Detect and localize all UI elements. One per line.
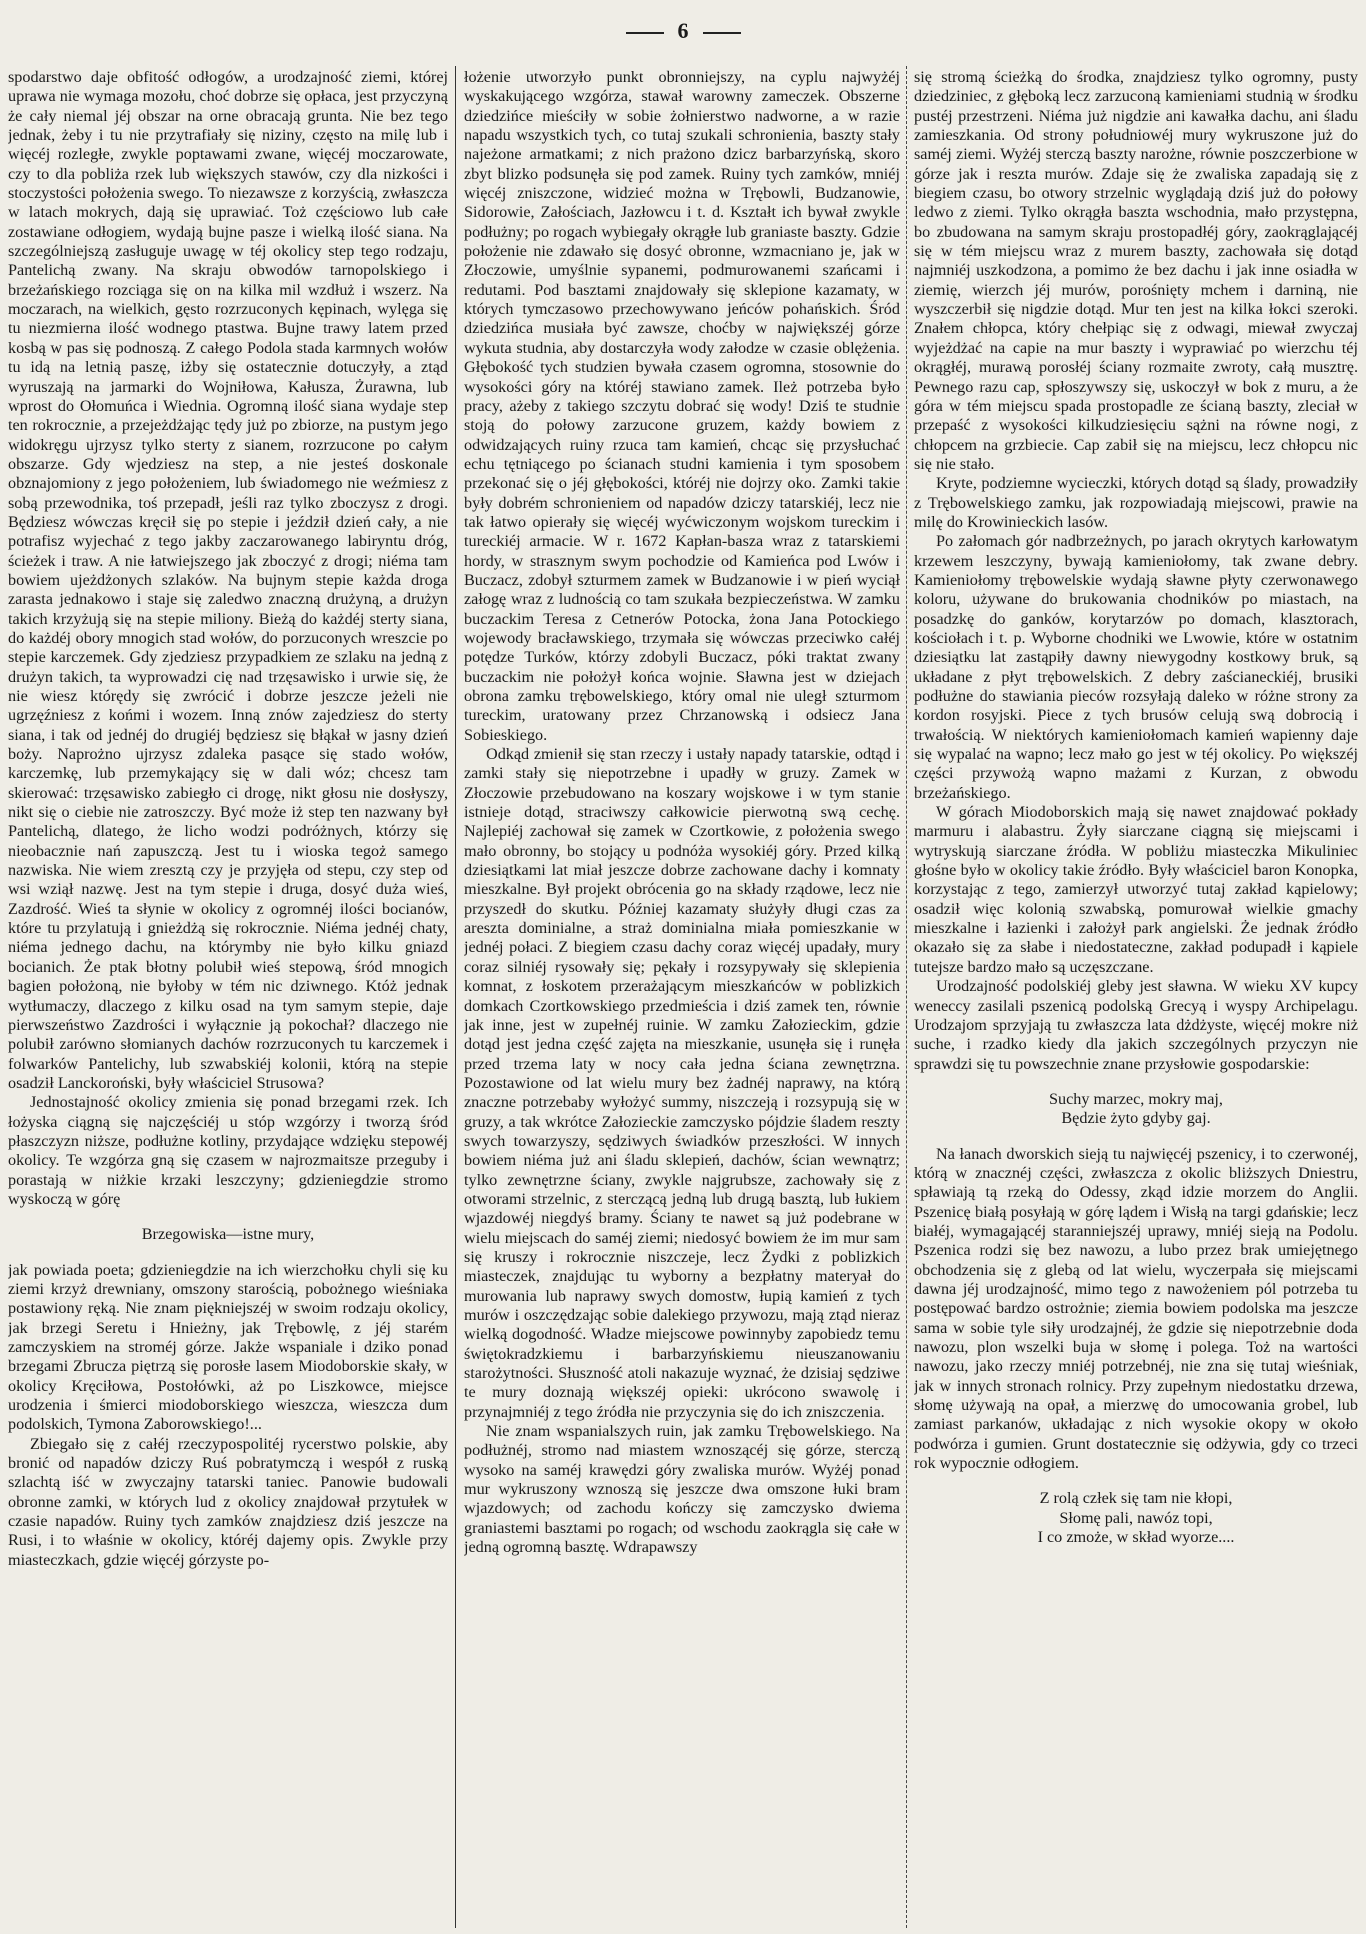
page-number: 6 xyxy=(677,18,689,43)
proverb xyxy=(914,1090,1358,1129)
paragraph: spodarstwo daje obfitość odłogów, a urodzajność ziemi, której uprawa nie wymaga mozołu, choć dobrze się opłaca, jest przyczyną że cały niemal jéj obszar na orne obracają grunta. Nie bez tego jednak, żeby i tu nie przytrafiały się niziny, często na milę lub i więcéj rozległe, zwykle poptawami zwane, więcéj moczarowate, czy to dla pobliża rzek lub większych stawów, czy dla nizkości i stoczystości położenia swego. To niezawsze z korzyścią, zwłaszcza w latach mokrych, dają się uprawiać. Toż częściowo lub całe zostawiane odłogiem, wydają bujne pasze i wielką ilość siana. Na szczególniejszą zasługuje uwagę w téj okolicy step tego rodzaju, Pantelichą zwany. Na skraju obwodów tarnopolskiego i brzeżańskiego rozciąga się on na kilka mil wzdłuż i wszerz. Na moczarach, na wielkich, gęsto rozrzuconych kępinach, wylęga się tu niezmierna ilość wodnego ptastwa. Bujne trawy latem przed kosbą w pas się podnoszą. Z całego Podola stada karmnych wołów tu idą na letnią paszę, iżby się ostatecznie dotuczyły, a ztąd wyruszają na jarmarki do Wojniłowa, Kałusza, Żurawna, lub wprost do Ołomuńca i Wiednia. Ogromną ilość siana wydaje step ten rokrocznie, a przejeżdżając tędy już po zbiorze, na pustym jego widokręgu ujrzysz tylko sterty z sianem, rozrzucone po całym obszarze. Gdy wjedziesz na step, a nie jesteś doskonale obznajomiony z jego położeniem, lub świadomego nie weźmiesz z sobą przewodnika, toś przepadł, jeśli raz tylko zboczysz z drogi. Będziesz wówczas kręcił się po stepie i jeździł dzień cały, a nie potrafisz wyjechać z tego jakby zaczarowanego labiryntu dróg, ścieżek i traw. A nie łatwiejszego jak zboczyć z drogi; niéma tam bowiem ujeżdżonych szlaków. Na bujnym stepie każda droga zarasta jednakowo i staje się zaledwo znaczną drużyną, a drużyn takich krzyżują się na stepie miliony. Bieżą do każdéj sterty siana, do każdéj obory mnogich stad wołów, do porzuconych wreszcie po stepie karczemek. Gdy zjedziesz przypadkiem ze szlaku na jedną z drużyn takich, ta wyprowadzi cię nad trzęsawisko i urwie się, że nie wiesz którędy się zwrócić i dobrze jeszcze jeżeli nie ugrzęźniesz z końmi i wozem. Inną znów zajedziesz do sterty siana, i tak od jednéj do drugiéj będziesz się błąkał w jasny dzień boży. Naprożno ujrzysz zdaleka pasące się stado wołów, karczemkę, lub przemykający się w dali wóz; chcesz tam skierować: trzęsawisko zabiegło ci drogę, nikt głosu nie dosłyszy, nikt się o ciebie nie zatroszczy. Być może iż step ten nazwany był Pantelichą, dlatego, że licho wodzi podróżnych, którzy się nieobacznie nań zapuszczą. Jest tu i wioska tegoż samego nazwiska. Nie wiem zresztą czy je przyjęła od stepu, czy step od wsi wziął nazwę. Jest na tym stepie i druga, dosyć duża wieś, Zazdrość. Wieś ta słynie w okolicy z ogromnéj ilości bocianów, które tu przylatują i gnieżdżą się rokrocznie. Niéma jednéj chaty, niéma jednego dachu, na którymby nie było kilku gniazd bocianich. Że ptak błotny polubił wieś stepową, śród mnogich bagien położoną, nie byłoby w tém nic dziwnego. Któż jednak wytłumaczy, dlaczego z kilku osad na tym samym stepie, daje pierwszeństwo Zazdrości i wyłącznie ją pokochał? dlaczego nie polubił zarówno słomianych dachów rozrzuconych tu karczemek i folwarków Pantelichy, lub szwabskiéj kolonii, którą na stepie osadził Lanckoroński, były właściciel Strusowa? xyxy=(8,68,448,1092)
paragraph: Kryte, podziemne wycieczki, których dotąd są ślady, prowadziły z Trębowelskiego zamku, jak rozpowiadają miejscowi, prawie na milę do Krowinieckich lasów. xyxy=(914,474,1358,531)
paragraph: Po załomach gór nadbrzeżnych, po jarach okrytych karłowatym krzewem leszczyny, bywają kamieniołomy, tak zwane debry. Kamieniołomy trębowelskie wydają sławne płyty czerwonawego koloru, używane do brukowania chodników po miastach, na posadzkę do ganków, korytarzów po domach, klasztorach, kościołach i t. p. Wyborne chodniki we Lwowie, które w ostatnim dziesiątku lat zastąpiły dawny niewygodny kostkowy bruk, są układane z płyt trębowelskich. Z debry zaścianeckiéj, brusiki podłużne do stawiania pieców rozsyłają daleko w różne strony za kordon rosyjski. Piece z tych brusów celują swą dobrocią i trwałością. W niektórych kamieniołomach kamień wapienny daje się wypalać na wapno; lecz mało go jest w téj okolicy. Po większéj części przywożą wapno mażami z Kurzan, z obwodu brzeżańskiego. xyxy=(914,532,1358,802)
quotation: Brzegowiska—istne mury, xyxy=(141,1225,315,1244)
column-divider xyxy=(455,66,456,1928)
header-dash-right xyxy=(703,32,741,34)
paragraph: W górach Miodoborskich mają się nawet znajdować pokłady marmuru i alabastru. Żyły siarczane ciągną się miejscami i wytryskują siarczane źródła. W pobliżu miasteczka Mikuliniec głośne było w okolicy takie źródło. Były właściciel baron Konopka, korzystając z tego, zamierzył utworzyć tutaj zakład kąpielowy; osadził więc kolonią szwabską, pomurował wielkie gmachy mieszkalne i łazienki i założył park angielski. Że jednak źródło okazało się za słabe i niedostateczne, zakład podupadł i kąpiele tutejsze bardzo mało są uczęszczane. xyxy=(914,803,1358,976)
paragraph: Urodzajność podolskiéj gleby jest sławna. W wieku XV kupcy weneccy zasilali pszenicą podolską Grecyą i wyspy Archipelagu. Urodzajom sprzyjają tu zwłaszcza lata dżdżyste, więcéj mokre niż suche, i rzadko kiedy dla jakich szczególnych przyczyn nie sprawdzi się tu powszechnie znane przysłowie gospodarskie: xyxy=(914,977,1358,1073)
paragraph: się stromą ścieżką do środka, znajdziesz tylko ogromny, pusty dziedziniec, z głęboką lecz zarzuconą kamieniami studnią w środku pustéj przestrzeni. Niéma już nigdzie ani kawałka dachu, ani śladu zamieszkania. Od strony południowéj mury wykruszone już do saméj ziemi. Wyżéj sterczą baszty narożne, równie poszczerbione w górze jak i reszta murów. Zdaje się że zwaliska zapadają się z biegiem czasu, bo otwory strzelnic wyglądają dziś już do połowy ledwo z ziemi. Tylko okrągła baszta wschodnia, mało przystępna, bo zbudowana na samym skraju prostopadłéj góry, zaokrąglającéj się w tém miejscu wraz z murem baszty, zachowała się dotąd najmniéj uszkodzona, a pomimo że bez dachu i jak inne osiadła w ziemię, wierzch jéj murów, porośnięty mchem i darniną, nie wyszczerbił się nigdzie dotąd. Mur ten jest na kilka łokci szeroki. Znałem chłopca, który chełpiąc się z odwagi, miewał zwyczaj wyjeżdżać na capie na mur baszty i wyprawiać po wierzchu téj okrągłéj, murawą porosłéj ściany rozmaite zwroty, całą musztrę. Pewnego razu cap, spłoszywszy się, uskoczył w bok z muru, a że góra w tém miejscu spada prostopadle ze ścianą baszty, zleciał w przepaść z wysokości kilkudziesięciu sążni na równe nogi, z chłopcem na grzbiecie. Cap zabił się na miejscu, lecz chłopcu nic się nie stało. xyxy=(914,68,1358,473)
paragraph: jak powiada poeta; gdzieniegdzie na ich wierzchołku chyli się ku ziemi krzyż drewniany, omszony starością, pobożnego wieśniaka postawiony ręką. Nie znam piękniejszéj w swoim rodzaju okolicy, jak brzegi Seretu i Hnieżny, jak Trębowlę, z jéj starém zamczyskiem na stroméj górze. Jakże wspaniale i dziko ponad brzegami Zbrucza piętrzą się porosłe lasem Miodoborskie skały, w okolicy Kręciłowa, Postołówki, aż po Liszkowce, miejsce urodzenia i śmierci miodoborskiego wieszcza, wieszcza dum podolskich, Tymona Zaborowskiego!... xyxy=(8,1260,448,1434)
verse-line: Słomę pali, nawóz topi, xyxy=(1059,1508,1213,1527)
paragraph: łożenie utworzyło punkt obronniejszy, na cyplu najwyżéj wyskakującego wzgórza, stawał warowny zameczek. Obszerne dziedzińce mieściły w sobie żołnierstwo nadworne, a w razie napadu wszystkich tych, co tutaj szukali schronienia, baszty stały najeżone armatkami; z nich prażono dzicz barbarzyńską, skoro zbyt blizko podsunęła się pod zamek. Ruiny tych zamków, mniéj więcéj zniszczone, widzieć można w Trębowli, Budzanowie, Sidorowie, Załościach, Jazłowcu i t. d. Kształt ich bywał zwykle podłużny; po rogach wybiegały okrągłe lub graniaste baszty. Gdzie położenie nie zdawało się dosyć obronne, wzmacniano je, jak w Złoczowie, umyślnie sypanemi, podmurowanemi szańcami i redutami. Pod basztami znajdowały się sklepione kazamaty, w których tymczasowo przechowywano jeńców pohańskich. Śród dziedzińca musiała być zawsze, choćby w największéj górze wykuta studnia, aby dostarczyła wody załodze w czasie oblężenia. Głębokość tych studzien bywała czasem ogromna, stosownie do wysokości góry na któréj stawiano zamek. Ileż potrzeba było pracy, ażeby z takiego szczytu dobrać się wody! Dziś te studnie stoją do połowy zarzucone gruzem, każdy bowiem z odwidzających ruiny rzuca tam kamień, chcąc się przysłuchać echu tętniącego po ścianach studni kamienia i tym sposobem przekonać się o jéj głębokości, któréj nie dojrzy oko. Zamki takie były dobrém schronieniem od napadów dziczy tatarskiéj, lecz nie tak łatwo opierały się więcéj wyćwiczonym wojskom tureckim i tureckiéj armacie. W r. 1672 Kapłan-basza wraz z tatarskiemi hordy, w strasznym swym pochodzie od Kamieńca pod Lwów i Buczacz, zdobył szturmem zamek w Budzanowie i w pień wyciął załogę wraz z ludnością co tam szukała bezpieczeństwa. W zamku buczackim Teresa z Cetnerów Potocka, żona Jana Potockiego wojewody bracławskiego, trzymała się wówczas przeciwko całéj potędze Turków, którzy zdobyli Buczacz, póki traktat zwany buczackim nie położył końca wojnie. Sławna jest w dziejach obrona zamku trębowelskiego, który omal nie uległ szturmom tureckim, uratowany przez Chrzanowską i odsiecz Jana Sobieskiego. xyxy=(464,68,900,744)
column-1 xyxy=(8,68,448,1928)
paragraph: Odkąd zmienił się stan rzeczy i ustały napady tatarskie, odtąd i zamki stały się niepotrzebne i upadły w gruzy. Zamek w Złoczowie przebudowano na koszary wojskowe i w tym stanie istnieje dotąd, straciwszy całkowicie pierwotną swą cechę. Najlepiéj zachował się zamek w Czortkowie, z położenia swego mało obronny, bo stojący u podnóża wysokiéj góry. Przed kilką dziesiątkami lat miał jeszcze dobrze zachowane dachy i komnaty mieszkalne. Był projekt obrócenia go na składy rządowe, lecz nie przyszedł do skutku. Później kazamaty służyły długi czas za aresztа dominialne, a straż dominialna miała pomieszkanie w jednéj połaci. Z biegiem czasu dachy coraz więcéj upadały, mury coraz silniéj rysowały się; pękały i rozsypywały się sklepienia komnat, z łoskotem przerażającym mieszkańców w poblizkich domkach Czortkowskiego przedmieścia i dziś zamek ten, równie jak inne, jest w zupełnéj ruinie. W zamku Załozieckim, gdzie dotąd jest jedna część zajęta na mieszkanie, usunęła się i runęła przed trzema laty w nocy cała jedna ściana zewnętrzna. Pozostawione od lat wielu mury bez żadnéj naprawy, na którą znaczne potrzebaby wyłożyć summy, niszczeją i rozsypują się w gruzy, a tak wkrótce Załozieckie zamczysko pójdzie śladem reszty swych towarzyszy, sędziwych świadków przeszłości. W innych bowiem niéma już ani śladu sklepień, dachów, ścian wewnątrz; tylko zewnętrzne ściany, zwykle najgrubsze, zachowały się z otworami strzelnic, z sterczącą jedną lub drugą basztą, lub łukiem wjazdowéj niegdyś bramy. Ściany te nawet są już podebrane w wielu miejscach do saméj ziemi; niedosyć bowiem że im mur sam się kruszy i rokrocznie niszczeje, lecz Żydki z poblizkich miasteczek, znajdując tu wyborny a bezpłatny materyał do murowania lub naprawy swych domostw, łupią kamień z tych murów i oszczędzając sobie dalekiego przywozu, mają ztąd nieraz wielką dogodność. Władze miejscowe powinnyby zapobiedz temu świętokradzkiemu i barbarzyńskiemu nieuszanowaniu starożytności. Słuszność atoli nakazuje wyznać, że dzisiaj sędziwe te mury doznają większéj opieki: ukrócono swawolę i przynajmniéj z tego źródła nie przyczynia się do ich zniszczenia. xyxy=(464,745,900,1421)
paragraph: Zbiegało się z całéj rzeczypospolitéj rycerstwo polskie, aby bronić od napadów dziczy Ruś pobratymczą i wespół z ruską szlachtą iść w zwyczajny tatarski taniec. Panowie budowali obronne zamki, w których lud z okolicy znajdował przytułek w czasie napadów. Ruiny tych zamków znajdziesz dziś jeszcze na Rusi, i to właśnie w okolicy, któréj dajemy opis. Zwykle przy miasteczkach, gdzie więcéj górzyste po- xyxy=(8,1434,448,1569)
column-3 xyxy=(914,68,1358,1928)
column-divider xyxy=(906,66,907,1928)
paragraph: Na łanach dworskich sieją tu najwięcéj pszenicy, i to czerwonéj, którą w znacznéj części, zwłaszcza z okolic bliższych Dniestru, spławiają tą rzeką do Odessy, zkąd idzie morzem do Anglii. Pszenicę białą posyłają w górę lądem i Wisłą na targi gdańskie; lecz białéj, wymagającéj staranniejszéj uprawy, mniéj sieją na Podolu. Pszenica rodzi się bez nawozu, a lubo przez brak umiejętnego obchodzenia się z glebą od lat wielu, wyczerpała się miejscami dawna jéj urodzajność, mimo tego z nawożeniem pól potrzeba tu postępować bardzo ostrożnie; ziemia bowiem podolska ma jeszcze sama w sobie tyle siły urodzajnéj, że gdzie się niepotrzebnie doda nawozu, plon wszelki buja w słomę i polega. Toż na wartości nawozu, jako rzeczy mniéj potrzebnéj, nie zna się tutaj wieśniak, jak w innych stronach rolnicy. Przy zupełnym niedostatku drzewa, słomę używają na opał, a mierzwę do umocowania grobel, lub zamiast parkanów, układając z nich wysokie okopy w około podwórza i gumien. Grunt dostatecznie się odżywia, gdy co trzeci rok wypocznie odłogiem. xyxy=(914,1144,1358,1473)
paragraph: Nie znam wspanialszych ruin, jak zamku Trębowelskiego. Na podłużnéj, stromo nad miastem wznoszącéj się górze, sterczą wysoko na saméj krawędzi góry zwaliska murów. Wyżéj ponad mur wykruszony wznoszą się jeszcze dwa omszone łuki bram wjazdowych; od zachodu kończy się zamczysko dwiema graniastemi basztami po rogach; od wschodu zaokrągla się całe w jedną ogromną basztę. Wdrapawszy xyxy=(464,1422,900,1557)
verse-line: I co zmoże, w skład wyorze.... xyxy=(1037,1528,1235,1547)
paragraph: Jednostajność okolicy zmienia się ponad brzegami rzek. Ich łożyska ciągną się najczęściéj u stóp wzgórzy i tworzą śród płaszczyzn niższe, podłużne kotliny, przydające wdzięku stepowéj okolicy. Te wzgórza gną się czasem w najrozmaitsze przeguby i porastają w niżkie krzaki leszczyny; gdzieniegdzie stromo wyskoczą w górę xyxy=(8,1093,448,1208)
proverb-line: Będzie żyto gdyby gaj. xyxy=(1061,1109,1211,1128)
header-dash-left xyxy=(626,32,664,34)
proverb-line: Suchy marzec, mokry maj, xyxy=(1049,1089,1223,1108)
verse xyxy=(914,1489,1358,1547)
page-header xyxy=(0,18,1366,44)
column-2 xyxy=(464,68,900,1928)
verse-line: Z rolą człek się tam nie kłopi, xyxy=(1039,1489,1233,1508)
